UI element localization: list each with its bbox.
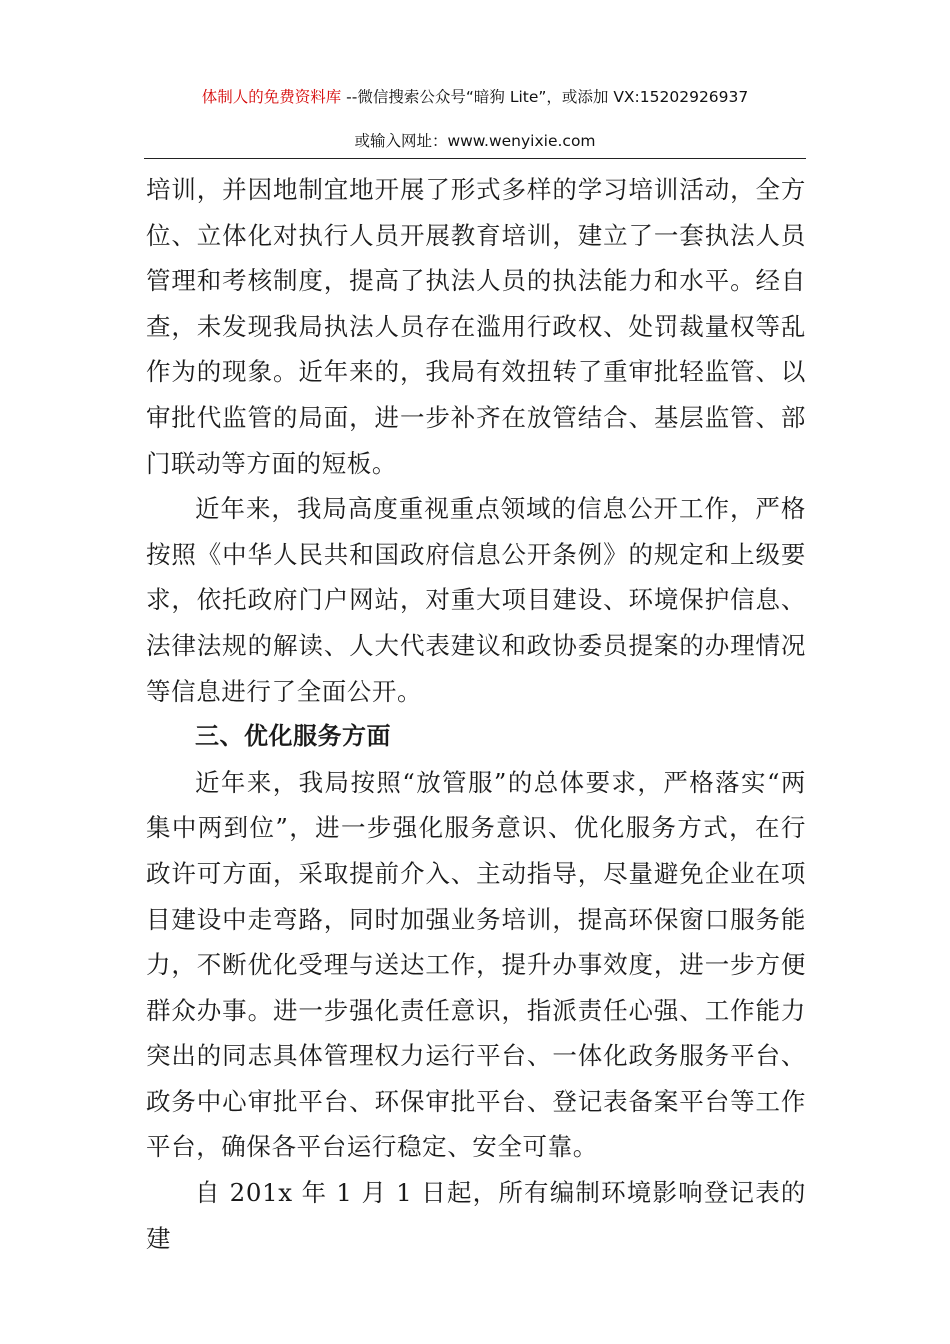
header-contact-notice: --微信搜索公众号“暗狗 Lite”，或添加 VX:15202926937 (341, 88, 749, 106)
header-url-line: 或输入网址：www.wenyixie.com (354, 132, 596, 150)
header-divider (144, 158, 806, 159)
body-paragraph-2: 近年来，我局高度重视重点领域的信息公开工作，严格按照《中华人民共和国政府信息公开条例》的规定和上级要求，依托政府门户网站，对重大项目建设、环境保护信息、法律法规的解读、人大代表建议和政协委员提案的办理情况等信息进行了全面公开。 (146, 494, 806, 706)
body-paragraph-3: 近年来，我局按照“放管服”的总体要求，严格落实“两集中两到位”，进一步强化服务意识、优化服务方式，在行政许可方面，采取提前介入、主动指导，尽量避免企业在项目建设中走弯路，同时加强业务培训，提高环保窗口服务能力，不断优化受理与送达工作，提升办事效度，进一步方便群众办事。进一步强化责任意识，指派责任心强、工作能力突出的同志具体管理权力运行平台、一体化政务服务平台、政务中心审批平台、环保审批平台、登记表备案平台等工作平台，确保各平台运行稳定、安全可靠。 (146, 767, 806, 1162)
body-paragraph-1: 培训，并因地制宜地开展了形式多样的学习培训活动，全方位、立体化对执行人员开展教育培训，建立了一套执法人员管理和考核制度，提高了执法人员的执法能力和水平。经自查，未发现我局执法人员存在滥用行政权、处罚裁量权等乱作为的现象。近年来的，我局有效扭转了重审批轻监管、以审批代监管的局面，进一步补齐在放管结合、基层监管、部门联动等方面的短板。 (146, 175, 806, 478)
section-heading-3: 三、优化服务方面 (195, 722, 391, 751)
header-notice-line (0, 86, 950, 108)
document-body (146, 167, 806, 1261)
header-brand: 体制人的免费资料库 (201, 88, 342, 106)
body-paragraph-4: 自 201x 年 1 月 1 日起，所有编制环境影响登记表的建 (146, 1178, 806, 1253)
